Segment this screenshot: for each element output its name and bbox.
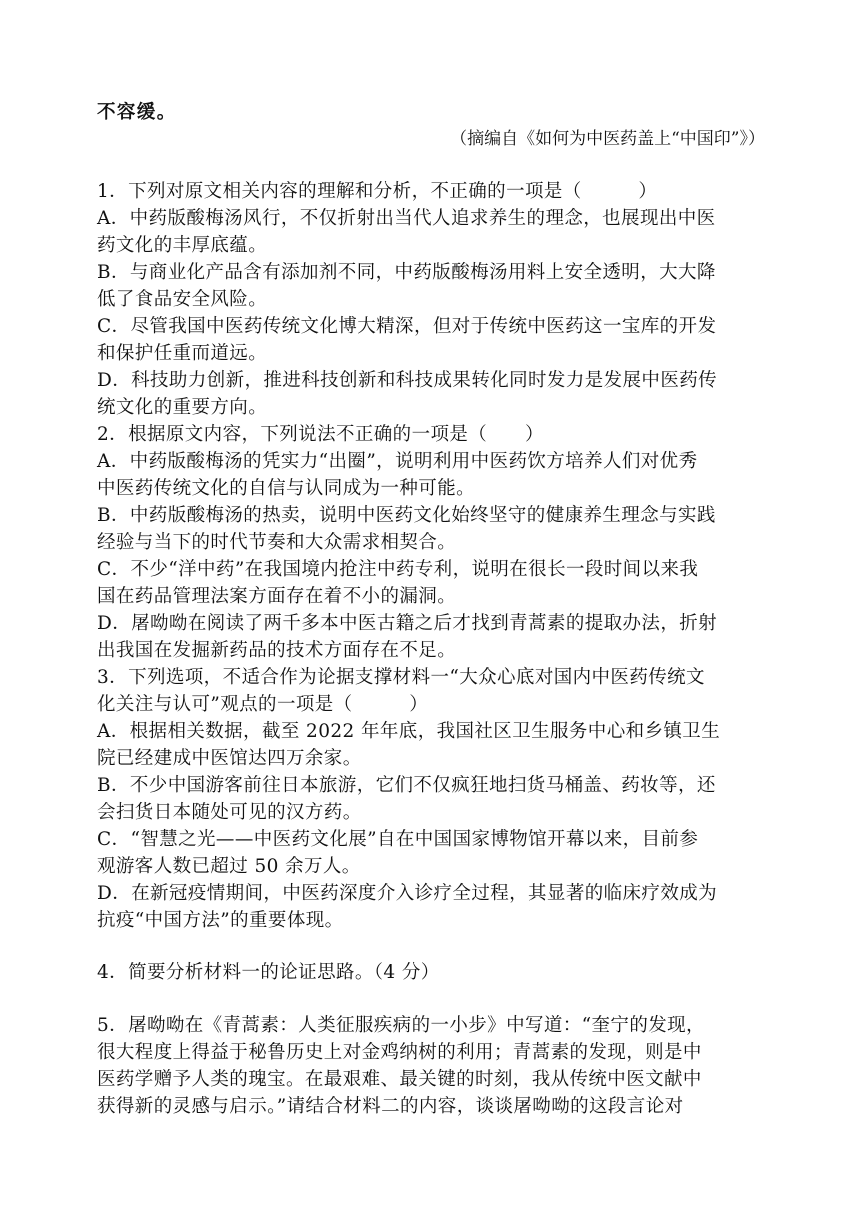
question-1-option-a: A．中药版酸梅汤风行，不仅折射出当代人追求养生的理念，也展现出中医	[97, 208, 716, 229]
question-1-option-c: C．尽管我国中医药传统文化博大精深，但对于传统中医药这一宝库的开发	[97, 316, 717, 337]
question-1-option-c-cont: 和保护任重而道远。	[97, 343, 268, 364]
question-3-option-b-cont: 会扫货日本随处可见的汉方药。	[97, 802, 362, 823]
question-3-option-a-cont: 院已经建成中医馆达四万余家。	[97, 748, 362, 769]
question-1-stem: 1．下列对原文相关内容的理解和分析，不正确的一项是（ ）	[97, 181, 658, 202]
question-2-stem: 2．根据原文内容，下列说法不正确的一项是（ ）	[97, 424, 544, 445]
question-3-option-a: A．根据相关数据，截至 2022 年年底，我国社区卫生服务中心和乡镇卫生	[97, 721, 721, 742]
question-1-option-d: D．科技助力创新，推进科技创新和科技成果转化同时发力是发展中医药传	[97, 370, 718, 391]
question-3-option-b: B．不少中国游客前往日本旅游，它们不仅疯狂地扫货马桶盖、药妆等，还	[97, 775, 716, 796]
question-2-option-d-cont: 出我国在发掘新药品的技术方面存在不足。	[97, 640, 457, 661]
question-2-option-a: A．中药版酸梅汤的凭实力“出圈”，说明利用中医药饮方培养人们对优秀	[97, 451, 698, 472]
question-2-option-b: B．中药版酸梅汤的热卖，说明中医药文化始终坚守的健康养生理念与实践	[97, 505, 716, 526]
source-citation: （摘编自《如何为中医药盖上“中国印”》）	[450, 129, 765, 149]
question-5-line-3: 医药学赠予人类的瑰宝。在最艰难、最关键的时刻，我从传统中医文献中	[97, 1069, 702, 1090]
question-3-option-d: D．在新冠疫情期间，中医药深度介入诊疗全过程，其显著的临床疗效成为	[97, 883, 718, 904]
question-3-option-d-cont: 抗疫“中国方法”的重要体现。	[97, 910, 344, 931]
question-4: 4．简要分析材料一的论证思路。（4 分）	[97, 962, 440, 983]
intro-tail-text: 不容缓。	[97, 102, 177, 123]
question-5-line-4: 获得新的灵感与启示。”请结合材料二的内容，谈谈屠呦呦的这段言论对	[97, 1096, 684, 1117]
question-3-option-c: C．“智慧之光——中医药文化展”自在中国国家博物馆开幕以来，目前参	[97, 829, 699, 850]
question-1-option-b-cont: 低了食品安全风险。	[97, 289, 268, 310]
question-5-line-2: 很大程度上得益于秘鲁历史上对金鸡纳树的利用；青蒿素的发现，则是中	[97, 1042, 702, 1063]
question-1-option-a-cont: 药文化的丰厚底蕴。	[97, 235, 268, 256]
question-5-line-1: 5．屠呦呦在《青蒿素：人类征服疾病的一小步》中写道：“奎宁的发现，	[97, 1015, 705, 1036]
question-2-option-b-cont: 经验与当下的时代节奏和大众需求相契合。	[97, 532, 457, 553]
question-3-stem-cont: 化关注与认可”观点的一项是（ ）	[97, 694, 429, 715]
question-3-stem: 3．下列选项，不适合作为论据支撑材料一“大众心底对国内中医药传统文	[97, 667, 705, 688]
question-2-option-c: C．不少“洋中药”在我国境内抢注中药专利，说明在很长一段时间以来我	[97, 559, 699, 580]
question-3-option-c-cont: 观游客人数已超过 50 余万人。	[97, 856, 361, 877]
question-1-option-d-cont: 统文化的重要方向。	[97, 397, 268, 418]
question-2-option-d: D．屠呦呦在阅读了两千多本中医古籍之后才找到青蒿素的提取办法，折射	[97, 613, 718, 634]
question-2-option-a-cont: 中医药传统文化的自信与认同成为一种可能。	[97, 478, 476, 499]
question-1-option-b: B．与商业化产品含有添加剂不同，中药版酸梅汤用料上安全透明，大大降	[97, 262, 716, 283]
question-2-option-c-cont: 国在药品管理法案方面存在着不小的漏洞。	[97, 586, 457, 607]
